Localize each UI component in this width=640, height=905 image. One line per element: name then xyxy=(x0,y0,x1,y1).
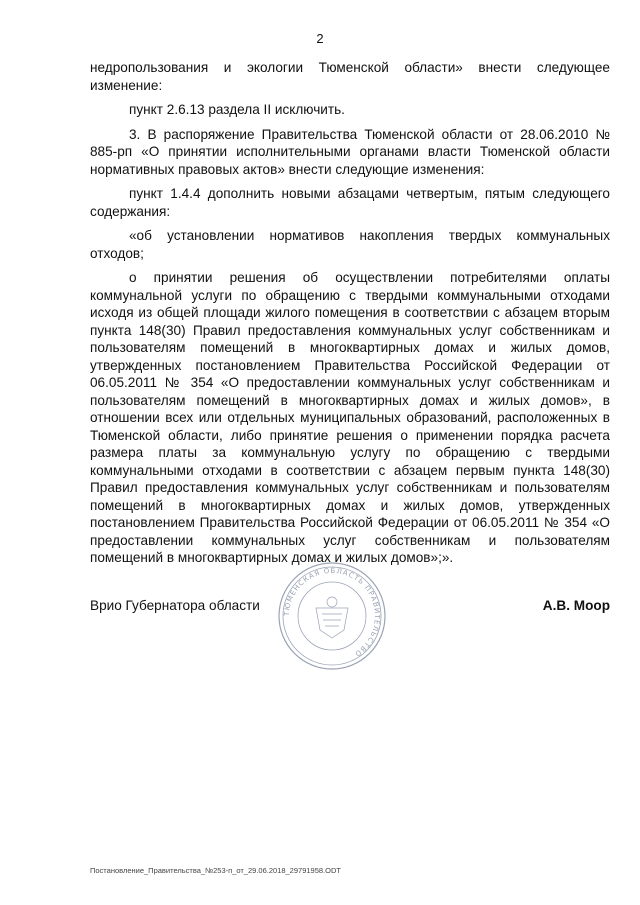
official-seal-icon xyxy=(276,560,388,672)
document-body xyxy=(90,59,610,567)
signatory-name: А.В. Моор xyxy=(542,598,610,613)
paragraph: пункт 1.4.4 дополнить новыми абзацами четвертым, пятым следующего содержания: xyxy=(90,186,610,219)
svg-text:ТЮМЕНСКАЯ ОБЛАСТЬ ПРАВИТЕЛЬСТВ: ТЮМЕНСКАЯ ОБЛАСТЬ ПРАВИТЕЛЬСТВО xyxy=(282,566,382,659)
paragraph: недропользования и экологии Тюменской области» внести следующее изменение: xyxy=(90,60,610,93)
signatory-position: Врио Губернатора области xyxy=(90,598,260,613)
page-number: 2 xyxy=(316,31,324,46)
paragraph: пункт 2.6.13 раздела II исключить. xyxy=(129,102,345,117)
paragraph: 3. В распоряжение Правительства Тюменской области от 28.06.2010 № 885-рп «О принятии исполнительными органами власти Тюменской области нормативных правовых актов» внести следующие изменения: xyxy=(90,126,610,177)
paragraph: «об установлении нормативов накопления твердых коммунальных отходов; xyxy=(90,228,610,261)
paragraph: о принятии решения об осуществлении потребителями оплаты коммунальной услуги по обращению с твердыми коммунальными отходами исходя из общей площади жилого помещения в соответствии с абзацем вторым пункта 148(30) Правил предоставления коммунальных услуг собственникам и пользователям помещений в многоквартирных домах и жилых домов, утвержденных постановлением Правительства Российской Федерации от 06.05.2011 № 354 «О предоставлении коммунальных услуг собственникам и пользователям помещений в многоквартирных домах и жилых домов», в отношении всех или отдельных муниципальных образований, расположенных в Тюменской области, либо принятие решения о применении порядка расчета размера платы за коммунальную услугу по обращению с твердыми коммунальными отходами в соответствии с абзацем первым пункта 148(30) Правил предоставления коммунальных услуг собственникам и пользователям помещений в многоквартирных домах и жилых домов, утвержденных постановлением Правительства Российской Федерации от 06.05.2011 № 354 «О предоставлении коммунальных услуг собственникам и пользователям помещений в многоквартирных домах и жилых домов»;». xyxy=(90,270,610,565)
footer-filename: Постановление_Правительства_№253-п_от_29.06.2018_29791958.ODT xyxy=(90,866,341,875)
